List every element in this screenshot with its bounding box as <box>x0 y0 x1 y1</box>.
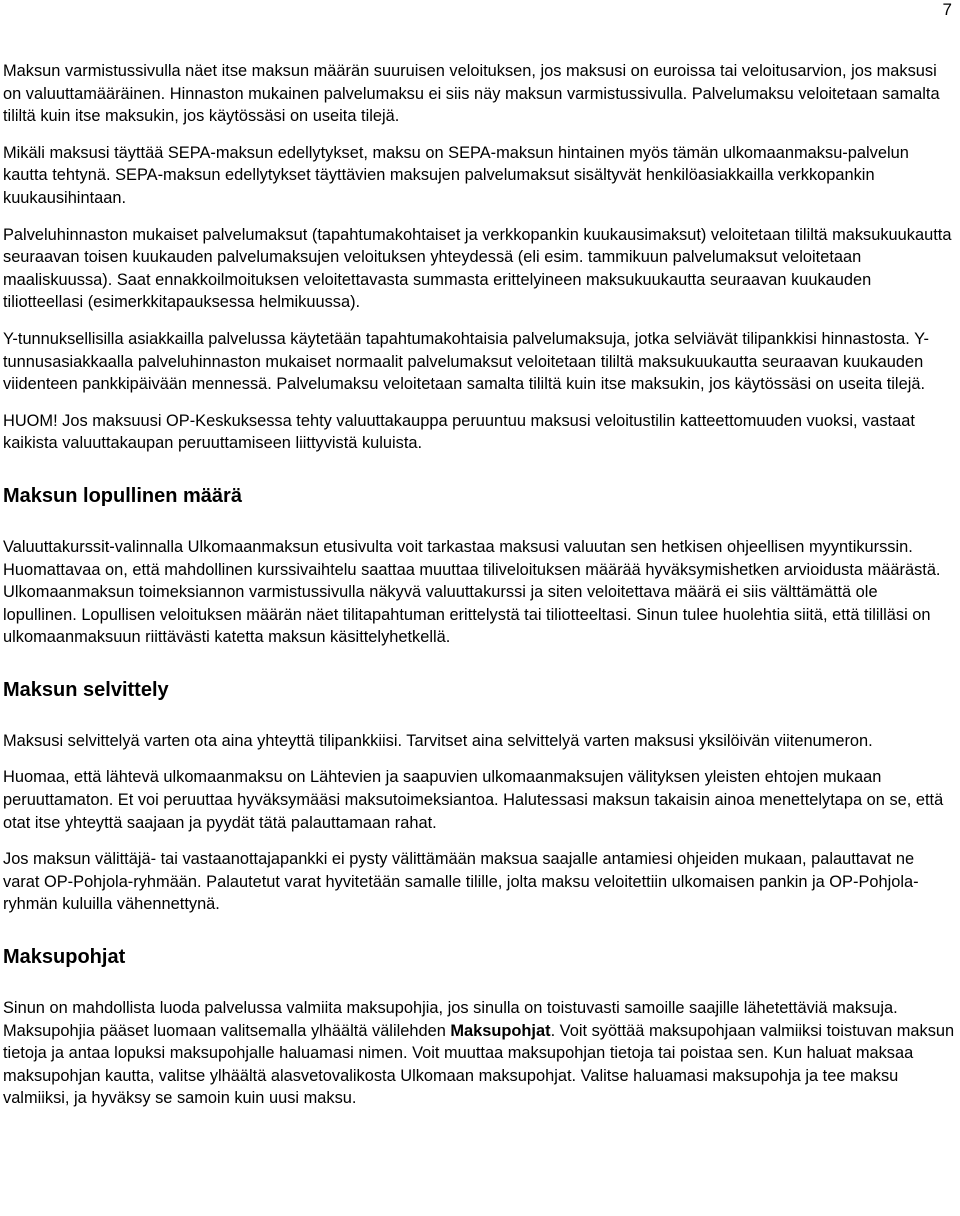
document-body <box>3 60 955 1110</box>
paragraph-service-fees: Palveluhinnaston mukaiset palvelumaksut (tapahtumakohtaiset ja verkkopankin kuukausimaksut) veloitetaan tililtä maksukuukautta seuraavan toisen kuukauden palvelumaksujen veloituksen yhteydessä (eli esim. tammikuun palvelumaksut veloitetaan maaliskuussa). Saat ennakkoilmoituksen veloitettavasta summasta erittelyineen maksukuukautta seuraavan kuukauden tiliotteellasi (esimerkkitapauksessa helmikuussa). <box>3 225 952 312</box>
templates-text-start: Sinun on mahdollista luoda palvelussa valmiita maksupohjia, jos sinulla on toistuvasti samoille saajille lähetettäviä maksuja. Maksupohjia pääset luomaan valitsemalla ylhäältä välilehden <box>3 999 898 1040</box>
paragraph-payment-templates <box>3 997 955 1110</box>
paragraph-business-customers: Y-tunnuksellisilla asiakkailla palvelussa käytetään tapahtumakohtaisia palvelumaksuja, jotka selviävät tilipankkisi hinnastosta. Y-tunnusasiakkaalla palveluhinnaston mukaiset normaalit palvelumaksut veloitetaan tililtä maksukuukautta seuraavan kuukauden viidenteen pankkipäivään mennessä. Palvelumaksu veloitetaan samalta tililtä kuin itse maksukin, jos käytössäsi on useita tilejä. <box>3 329 929 394</box>
paragraph-final-amount: Valuuttakurssit-valinnalla Ulkomaanmaksun etusivulta voit tarkastaa maksusi valuutan sen hetkisen ohjeellisen myyntikurssin. Huomattavaa on, että mahdollinen kurssivaihtelu saattaa muuttaa tiliveloituksen määrää hyväksymishetken arvioidusta määrästä. Ulkomaanmaksun toimeksiannon varmistussivulla näkyvä valuuttakurssi ja siten veloitettava määrä ei siis välttämättä ole lopullinen. Lopullisen veloituksen määrän näet tilitapahtuman erittelystä tai tiliotteeltasi. Sinun tulee huolehtia siitä, että tililläsi on ulkomaanmaksuun riittävästi katetta maksun käsittelyhetkellä. <box>3 537 941 647</box>
heading-final-amount: Maksun lopullinen määrä <box>3 484 242 507</box>
heading-payment-templates: Maksupohjat <box>3 946 126 969</box>
paragraph-investigation-contact: Maksusi selvittelyä varten ota aina yhteyttä tilipankkiisi. Tarvitset aina selvittelyä varten maksusi yksilöivän viitenumeron. <box>3 731 873 750</box>
paragraph-confirmation-page: Maksun varmistussivulla näet itse maksun määrän suuruisen veloituksen, jos maksusi on euroissa tai veloitusarvion, jos maksusi on valuuttamääräinen. Hinnaston mukainen palvelumaksu ei siis näy maksun varmistussivulla. Palvelumaksu veloitetaan samalta tililtä kuin itse maksukin, jos käytössäsi on useita tilejä. <box>3 62 940 126</box>
paragraph-irrevocable: Huomaa, että lähtevä ulkomaanmaksu on Lähtevien ja saapuvien ulkomaanmaksujen välityksen yleisten ehtojen mukaan peruuttamaton. Et voi peruuttaa hyväksymääsi maksutoimeksiantoa. Halutessasi maksun takaisin ainoa menettelytapa on se, että otat itse yhteyttä saajaan ja pyydät tätä palauttamaan rahat. <box>3 768 944 832</box>
paragraph-sepa: Mikäli maksusi täyttää SEPA-maksun edellytykset, maksu on SEPA-maksun hintainen myös tämän ulkomaanmaksu-palvelun kautta tehtynä. SEPA-maksun edellytykset täyttävien maksujen palvelumaksut sisältyvät henkilöasiakkailla verkkopankin kuukausihintaan. <box>3 143 909 207</box>
templates-tab-name: Maksupohjat <box>450 1021 551 1040</box>
heading-payment-investigation: Maksun selvittely <box>3 678 169 701</box>
page-number: 7 <box>942 0 952 19</box>
paragraph-notice: HUOM! Jos maksuusi OP-Keskuksessa tehty valuuttakauppa peruuntuu maksusi veloitustilin katteettomuuden vuoksi, vastaat kaikista valuuttakaupan peruuttamiseen liittyvistä kuluista. <box>3 411 915 453</box>
paragraph-returned-funds: Jos maksun välittäjä- tai vastaanottajapankki ei pysty välittämään maksua saajalle antamiesi ohjeiden mukaan, palauttavat ne varat OP-Pohjola-ryhmään. Palautetut varat hyvitetään samalle tilille, jolta maksu veloitettiin ulkomaisen pankin ja OP-Pohjola-ryhmän kuluilla vähennettynä. <box>3 850 919 914</box>
templates-text-end: . Voit syöttää maksupohjaan valmiiksi toistuvan maksun tietoja ja antaa lopuksi maksupohjalle haluamasi nimen. Voit muuttaa maksupohjan tietoja tai poistaa sen. Kun haluat maksaa maksupohjan kautta, valitse ylhäältä alasvetovalikosta Ulkomaan maksupohjat. Valitse haluamasi maksupohja ja tee maksu valmiiksi, ja hyväksy se samoin kuin uusi maksu. <box>3 1021 955 1108</box>
